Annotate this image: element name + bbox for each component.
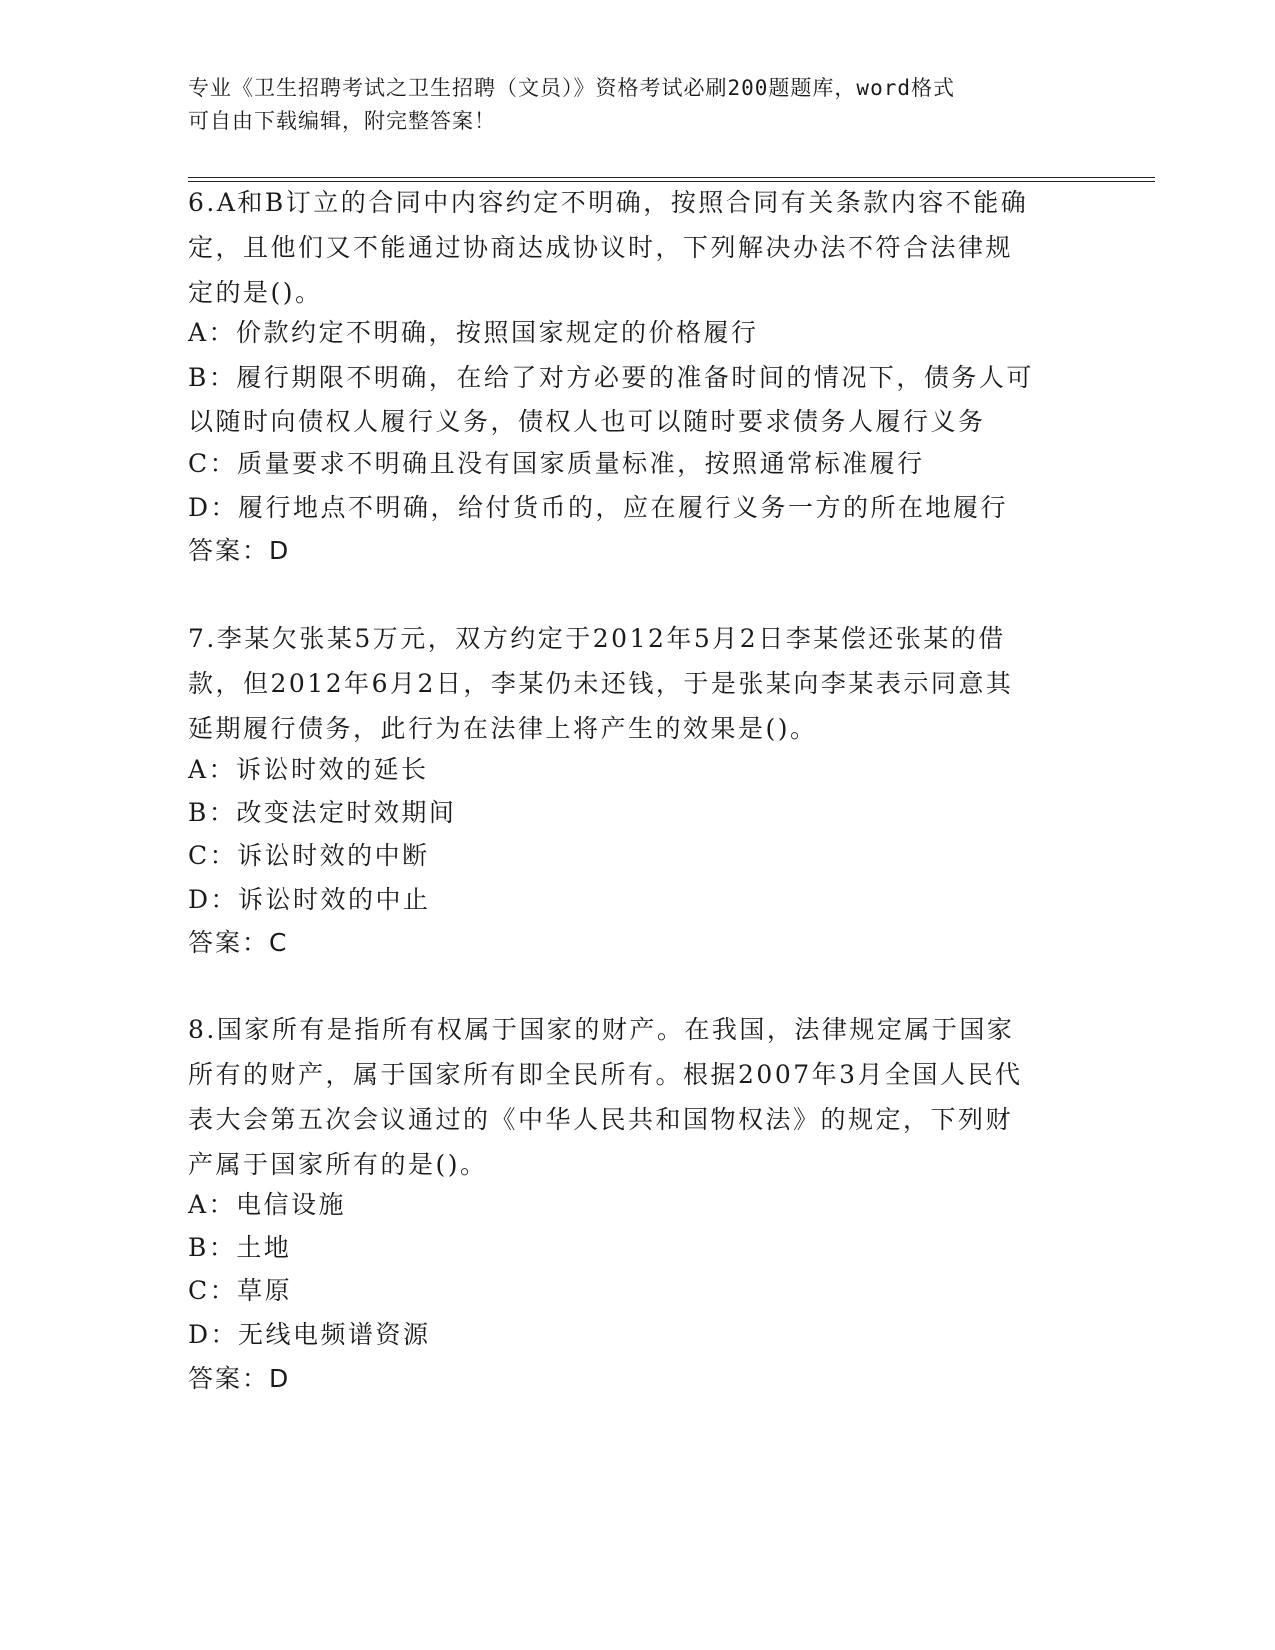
question-6-option-b: B：履行期限不明确，在给了对方必要的准备时间的情况下，债务人可 — [188, 363, 1034, 392]
question-8-option-a: A：电信设施 — [188, 1190, 347, 1219]
question-6-option-b-continued: 以随时向债权人履行义务，债权人也可以随时要求债务人履行义务 — [188, 407, 986, 436]
question-7-stem — [188, 616, 1088, 751]
question-8-option-b: B：土地 — [188, 1233, 292, 1262]
question-6-option-c: C：质量要求不明确且没有国家质量标准，按照通常标准履行 — [188, 449, 925, 478]
question-7-stem-line: 7.李某欠张某5万元，双方约定于2012年5月2日李某偿还张某的借 — [188, 624, 1006, 653]
question-6-option-a: A：价款约定不明确，按照国家规定的价格履行 — [188, 318, 759, 347]
question-8-stem-line: 8.国家所有是指所有权属于国家的财产。在我国，法律规定属于国家 — [188, 1015, 1015, 1044]
question-7-stem-line: 延期履行债务，此行为在法律上将产生的效果是()。 — [188, 714, 818, 743]
question-6-stem-line: 定，且他们又不能通过协商达成协议时，下列解决办法不符合法律规 — [188, 233, 1014, 262]
question-6-answer: 答案：D — [188, 536, 291, 565]
question-8-stem — [188, 1007, 1088, 1187]
question-7-option-d: D：诉讼时效的中止 — [188, 885, 431, 914]
question-7-option-a: A：诉讼时效的延长 — [188, 755, 429, 784]
question-7-answer: 答案：C — [188, 928, 289, 957]
question-6-stem-line: 6.A和B订立的合同中内容约定不明确，按照合同有关条款内容不能确 — [188, 188, 1029, 217]
question-8-option-d: D：无线电频谱资源 — [188, 1320, 431, 1349]
header-title-line-2: 可自由下载编辑，附完整答案！ — [188, 109, 496, 133]
question-7-option-c: C：诉讼时效的中断 — [188, 841, 430, 870]
question-8-answer: 答案：D — [188, 1364, 291, 1393]
question-6-stem — [188, 180, 1088, 315]
question-8-option-c: C：草原 — [188, 1276, 293, 1305]
page-header — [188, 72, 1068, 138]
question-6-option-d: D：履行地点不明确，给付货币的，应在履行义务一方的所在地履行 — [188, 493, 1009, 522]
question-8-stem-line: 表大会第五次会议通过的《中华人民共和国物权法》的规定，下列财 — [188, 1105, 1014, 1134]
question-8-stem-line: 所有的财产，属于国家所有即全民所有。根据2007年3月全国人民代 — [188, 1060, 1023, 1089]
question-7-stem-line: 款，但2012年6月2日，李某仍未还钱，于是张某向李某表示同意其 — [188, 669, 1014, 698]
header-title-line-1: 专业《卫生招聘考试之卫生招聘（文员）》资格考试必刷200题题库，word格式 — [188, 76, 955, 100]
question-7-option-b: B：改变法定时效期间 — [188, 798, 457, 827]
question-8-stem-line: 产属于国家所有的是()。 — [188, 1150, 488, 1179]
question-6-stem-line: 定的是()。 — [188, 278, 323, 307]
